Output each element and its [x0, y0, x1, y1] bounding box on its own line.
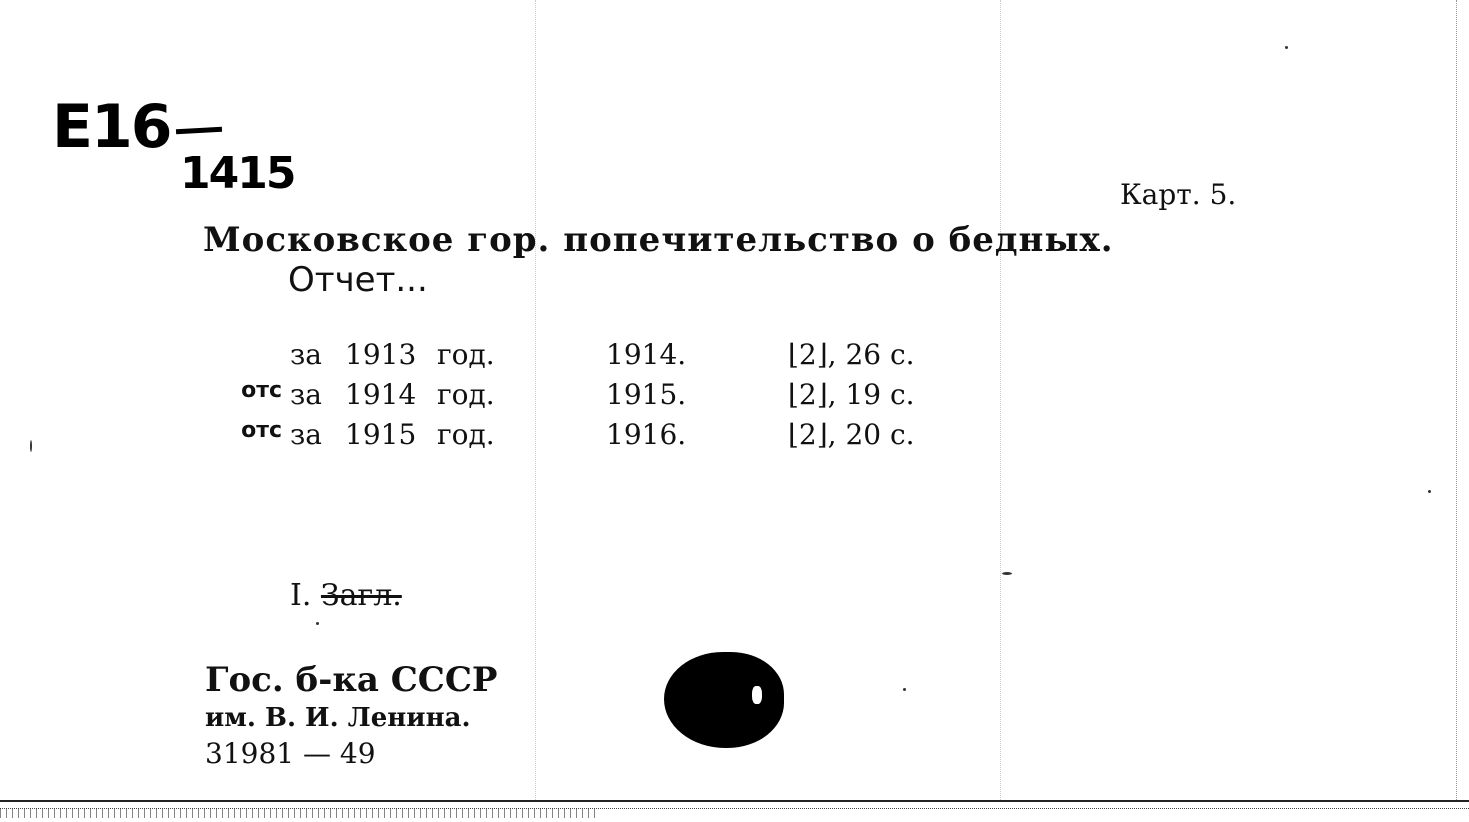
card-number: Карт. 5.: [1120, 178, 1237, 211]
entry-year: 1913: [345, 338, 417, 371]
card-heading: Московское гор. попечительство о бедных.: [203, 220, 1114, 260]
entry-mark: отс: [241, 378, 282, 403]
entry-pub-year: 1915.: [606, 378, 687, 411]
entry-pub-year: 1914.: [606, 338, 687, 371]
stamp-line2: им. В. И. Ленина.: [205, 703, 471, 733]
entry-row: [0, 338, 1000, 378]
library-stamp: [205, 660, 498, 772]
entry-mark: отс: [241, 418, 282, 443]
entry-year: 1914: [345, 378, 417, 411]
shelfmark-fraction-bar: [176, 127, 222, 134]
entry-year: 1915: [345, 418, 417, 451]
entry-pub-year: 1916.: [606, 418, 687, 451]
entry-pages: ⌊2⌋, 26 с.: [788, 338, 915, 371]
stamp-line3: 31981 — 49: [205, 737, 376, 770]
scan-speck: [903, 688, 906, 691]
scan-speck: [316, 622, 319, 625]
entry-prefix: за: [290, 418, 322, 451]
shelfmark-line1: E16: [52, 92, 171, 162]
card-note: [290, 578, 402, 613]
scan-noise-strip: [0, 808, 600, 818]
entry-prefix: за: [290, 378, 322, 411]
card-subtitle: Отчет...: [288, 260, 428, 300]
ink-blot: [664, 652, 784, 748]
note-prefix: I.: [290, 578, 312, 613]
entry-god: год.: [437, 418, 495, 451]
scan-speck: [1002, 572, 1012, 575]
ink-blot-highlight: [752, 686, 762, 704]
scan-speck: [1285, 46, 1288, 49]
stamp-line1: Гос. б-ка СССР: [205, 660, 498, 700]
entry-pages: ⌊2⌋, 19 с.: [788, 378, 915, 411]
entry-prefix: за: [290, 338, 322, 371]
entry-pages: ⌊2⌋, 20 с.: [788, 418, 915, 451]
shelfmark-line2: 1415: [180, 148, 295, 199]
card-right-edge: [1456, 0, 1458, 800]
scan-speck: [1428, 490, 1431, 493]
entry-god: год.: [437, 338, 495, 371]
note-struck-text: Загл.: [320, 578, 402, 613]
entry-row: [0, 418, 1000, 458]
scan-speck: [30, 440, 32, 452]
entry-god: год.: [437, 378, 495, 411]
grid-line: [1000, 0, 1001, 800]
entry-row: [0, 378, 1000, 418]
